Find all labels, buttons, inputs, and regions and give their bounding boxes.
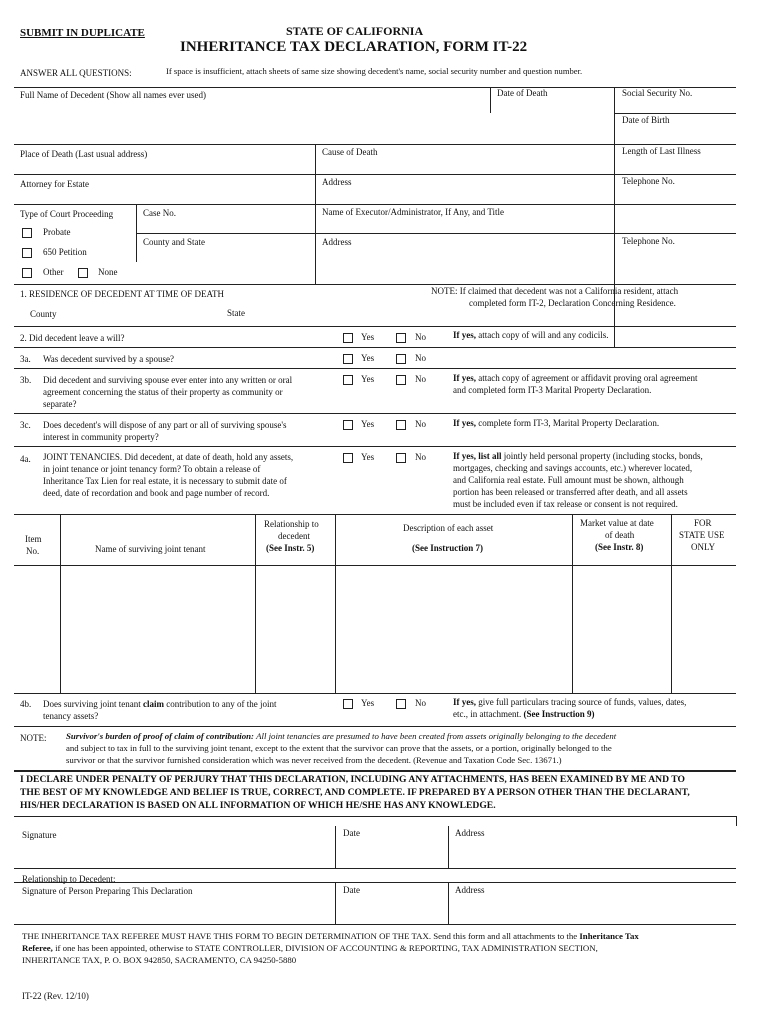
rule	[335, 882, 336, 924]
q4a-no-checkbox[interactable]	[396, 453, 406, 463]
no-label: No	[415, 698, 426, 708]
question-3a: Was decedent survived by a spouse?	[43, 354, 174, 364]
q3b-yes-checkbox[interactable]	[343, 375, 353, 385]
insufficient-space-note: If space is insufficient, attach sheets of same size showing decedent's name, social security number and question number.	[166, 66, 583, 76]
petition-650-checkbox[interactable]	[22, 248, 32, 258]
preparer-signature-field[interactable]: Signature of Person Preparing This Declaration	[22, 886, 193, 896]
no-label: No	[415, 419, 426, 429]
q3b-no-checkbox[interactable]	[396, 375, 406, 385]
rule	[14, 204, 736, 205]
county-state-field[interactable]: County and State	[143, 237, 205, 247]
rule	[572, 514, 573, 693]
rule	[315, 233, 736, 234]
rule	[14, 514, 736, 515]
question-4a-line: Inheritance Tax Lien for real estate, it is necessary to submit date of	[43, 476, 287, 486]
residence-county-field[interactable]: County	[30, 309, 57, 319]
residence-state-field[interactable]: State	[227, 308, 245, 318]
question-4b: Does surviving joint tenant	[43, 699, 141, 709]
note-text-line: and subject to tax in full to the surviving joint tenant, except to the extent that the survivor can prove that the assets, or a portion, originally belonged to the	[66, 743, 612, 753]
rule	[14, 770, 736, 772]
footer-instruction: THE INHERITANCE TAX REFEREE MUST HAVE THIS FORM TO BEGIN DETERMINATION OF THE TAX. Send this form and all attachments to the	[22, 931, 578, 941]
question-3b-line: separate?	[43, 399, 77, 409]
q4b-instruction: etc., in attachment.	[453, 709, 522, 719]
note-text: All joint tenancies are presumed to have been created from assets originally belonging to the decedent	[256, 731, 617, 741]
q4a-number: 4a.	[20, 454, 31, 464]
residence-note-line: completed form IT-2, Declaration Concerning Residence.	[469, 298, 676, 308]
rule	[671, 514, 672, 693]
q3b-instruction: attach copy of agreement or affidavit proving oral agreement	[478, 373, 698, 383]
q3c-instruction: complete form IT-3, Marital Property Declaration.	[478, 418, 660, 428]
col-item-header: No.	[26, 546, 40, 556]
rule	[490, 87, 491, 113]
question-3c-line: interest in community property?	[43, 432, 159, 442]
place-of-death-field[interactable]: Place of Death (Last usual address)	[20, 149, 148, 159]
q4a-instruction-line: and California real estate. Full amount must be shown, although	[453, 475, 684, 485]
rule	[448, 826, 449, 868]
state-heading: STATE OF CALIFORNIA	[286, 24, 424, 38]
question-4a-line: JOINT TENANCIES. Did decedent, at date of death, hold any assets,	[43, 452, 294, 462]
question-4a-line: in joint tenance or joint tenancy form? To obtain a release of	[43, 464, 261, 474]
signature-field[interactable]: Signature	[22, 830, 57, 840]
col-name-header: Name of surviving joint tenant	[95, 544, 206, 554]
q4b-number: 4b.	[20, 699, 32, 709]
case-no-field[interactable]: Case No.	[143, 208, 176, 218]
rule	[335, 514, 336, 693]
rule	[14, 924, 736, 925]
yes-label: Yes	[361, 698, 375, 708]
no-label: No	[415, 353, 426, 363]
form-revision: IT-22 (Rev. 12/10)	[22, 991, 89, 1001]
date-of-birth-field[interactable]: Date of Birth	[622, 115, 670, 125]
footer-address: INHERITANCE TAX, P. O. BOX 942850, SACRAMENTO, CA 94250-5880	[22, 955, 297, 965]
rule	[14, 174, 736, 175]
note-heading: Survivor's burden of proof of claim of contribution:	[66, 731, 254, 741]
signature-address-field[interactable]: Address	[455, 828, 485, 838]
rule	[14, 326, 736, 327]
col-description-header: Description of each asset	[403, 523, 494, 533]
rule	[60, 514, 61, 693]
submit-in-duplicate: SUBMIT IN DUPLICATE	[20, 27, 145, 39]
rule	[136, 233, 315, 234]
rule	[315, 204, 316, 284]
note-label: NOTE:	[20, 733, 47, 743]
rule	[14, 368, 736, 369]
full-name-field[interactable]: Full Name of Decedent (Show all names ever used)	[20, 90, 206, 100]
attorney-address-field[interactable]: Address	[322, 177, 352, 187]
executor-address-field[interactable]: Address	[322, 237, 352, 247]
preparer-date-field[interactable]: Date	[343, 885, 360, 895]
rule	[14, 816, 736, 817]
q4b-no-checkbox[interactable]	[396, 699, 406, 709]
q3b-if-yes: If yes,	[453, 373, 476, 383]
q3c-yes-checkbox[interactable]	[343, 420, 353, 430]
q4b-instruction: give full particulars tracing source of funds, values, dates,	[478, 697, 687, 707]
q3c-number: 3c.	[20, 420, 31, 430]
preparer-address-field[interactable]: Address	[455, 885, 485, 895]
col-description-instr: (See Instruction 7)	[412, 543, 483, 553]
cause-of-death-field[interactable]: Cause of Death	[322, 147, 378, 157]
q3a-yes-checkbox[interactable]	[343, 354, 353, 364]
col-relationship-header: Relationship to	[264, 519, 319, 529]
rule	[255, 514, 256, 693]
q4a-instruction-line: mortgages, checking and savings accounts, etc.) wherever located,	[453, 463, 693, 473]
yes-label: Yes	[361, 452, 375, 462]
q3c-if-yes: If yes,	[453, 418, 476, 428]
rule	[14, 726, 736, 727]
none-label: None	[98, 267, 118, 277]
rule	[14, 347, 736, 348]
col-market-value-instr: (See Instr. 8)	[595, 542, 644, 552]
rule	[14, 882, 736, 883]
question-4a-line: deed, date of recordation and book and page number of record.	[43, 488, 270, 498]
col-state-use-header: ONLY	[691, 542, 716, 552]
q4a-if-yes: If yes, list all	[453, 451, 502, 461]
question-4b: contribution to any of the joint	[166, 699, 277, 709]
col-item-header: Item	[25, 534, 42, 544]
question-4b-line: tenancy assets?	[43, 711, 99, 721]
length-of-illness-field[interactable]: Length of Last Illness	[622, 146, 701, 156]
answer-all-label: ANSWER ALL QUESTIONS:	[20, 68, 132, 78]
rule	[14, 868, 736, 869]
form-title: INHERITANCE TAX DECLARATION, FORM IT-22	[180, 39, 528, 55]
no-label: No	[415, 452, 426, 462]
q4a-instruction: jointly held personal property (including stocks, bonds,	[503, 451, 703, 461]
no-label: No	[415, 374, 426, 384]
col-relationship-instr: (See Instr. 5)	[266, 543, 315, 553]
col-state-use-header: FOR	[694, 518, 712, 528]
q4b-instruction-ref: (See Instruction 9)	[523, 709, 595, 719]
none-checkbox[interactable]	[78, 268, 88, 278]
footer-instruction: if one has been appointed, otherwise to STATE CONTROLLER, DIVISION OF ACCOUNTING & REPORTING, TAX ADMINISTRATION SECTION,	[55, 943, 598, 953]
col-market-value-header: Market value at date	[580, 518, 654, 528]
question-3c-line: Does decedent's will dispose of any part or all of surviving spouse's	[43, 420, 287, 430]
rule	[335, 826, 336, 868]
rule	[14, 693, 736, 694]
q2-no-checkbox[interactable]	[396, 333, 406, 343]
no-label: No	[415, 332, 426, 342]
attorney-field[interactable]: Attorney for Estate	[20, 179, 89, 189]
q2-instruction: attach copy of will and any codicils.	[478, 330, 609, 340]
rule	[14, 446, 736, 447]
residence-heading: 1. RESIDENCE OF DECEDENT AT TIME OF DEATH	[20, 289, 225, 299]
rule	[736, 816, 737, 826]
attorney-telephone-field[interactable]: Telephone No.	[622, 176, 675, 186]
ssn-field[interactable]: Social Security No.	[622, 88, 693, 98]
col-state-use-header: STATE USE	[679, 530, 725, 540]
q4b-if-yes: If yes,	[453, 697, 476, 707]
yes-label: Yes	[361, 332, 375, 342]
footer-instruction-bold: Inheritance Tax	[579, 931, 639, 941]
yes-label: Yes	[361, 419, 375, 429]
declaration-line: HIS/HER DECLARATION IS BASED ON ALL INFORMATION OF WHICH HE/SHE HAS ANY KNOWLEDGE.	[20, 800, 496, 811]
other-label: Other	[43, 267, 64, 277]
residence-note-line: NOTE: If claimed that decedent was not a California resident, attach	[431, 286, 679, 296]
probate-checkbox[interactable]	[22, 228, 32, 238]
q4a-instruction-line: must be included even if tax release or consent is not required.	[453, 499, 678, 509]
q3b-number: 3b.	[20, 375, 32, 385]
question-2: 2. Did decedent leave a will?	[20, 333, 125, 343]
rule	[14, 413, 736, 414]
col-relationship-header: decedent	[278, 531, 310, 541]
rule	[614, 113, 736, 114]
question-3b-line: agreement concerning the status of their property as community or	[43, 387, 283, 397]
q3c-no-checkbox[interactable]	[396, 420, 406, 430]
q2-if-yes: If yes,	[453, 330, 476, 340]
q2-yes-checkbox[interactable]	[343, 333, 353, 343]
declaration-line: I DECLARE UNDER PENALTY OF PERJURY THAT THIS DECLARATION, INCLUDING ANY ATTACHMENTS, HAS BEEN EXAMINED BY ME AND TO	[20, 774, 685, 785]
other-checkbox[interactable]	[22, 268, 32, 278]
relationship-field[interactable]: Relationship to Decedent:	[22, 874, 116, 884]
probate-label: Probate	[43, 227, 71, 237]
executor-telephone-field[interactable]: Telephone No.	[622, 236, 675, 246]
q4a-instruction-line: portion has been released or transferred after death, and all assets	[453, 487, 688, 497]
footer-instruction-bold: Referee,	[22, 943, 53, 953]
rule	[448, 882, 449, 924]
yes-label: Yes	[361, 374, 375, 384]
yes-label: Yes	[361, 353, 375, 363]
col-market-value-header: of death	[605, 530, 635, 540]
court-proceeding-label: Type of Court Proceeding	[20, 209, 114, 219]
date-of-death-field[interactable]: Date of Death	[497, 88, 548, 98]
q4a-yes-checkbox[interactable]	[343, 453, 353, 463]
question-3b-line: Did decedent and surviving spouse ever enter into any written or oral	[43, 375, 293, 385]
note-text-line: survivor or that the survivor furnished consideration which was never received from the decedent. (Revenue and Taxation Code Sec. 13671.)	[66, 755, 562, 765]
rule	[14, 144, 736, 145]
declaration-line: THE BEST OF MY KNOWLEDGE AND BELIEF IS TRUE, CORRECT, AND COMPLETE. IF PREPARED BY A PERSON OTHER THAN THE DECLARANT,	[20, 787, 690, 798]
q3a-no-checkbox[interactable]	[396, 354, 406, 364]
rule	[14, 565, 736, 566]
q3a-number: 3a.	[20, 354, 31, 364]
signature-date-field[interactable]: Date	[343, 828, 360, 838]
q3b-instruction-line: and completed form IT-3 Marital Property Declaration.	[453, 385, 652, 395]
question-4b-claim: claim	[143, 699, 164, 709]
petition-650-label: 650 Petition	[43, 247, 87, 257]
q4b-yes-checkbox[interactable]	[343, 699, 353, 709]
executor-field[interactable]: Name of Executor/Administrator, If Any, and Title	[322, 207, 505, 217]
rule	[14, 284, 736, 285]
